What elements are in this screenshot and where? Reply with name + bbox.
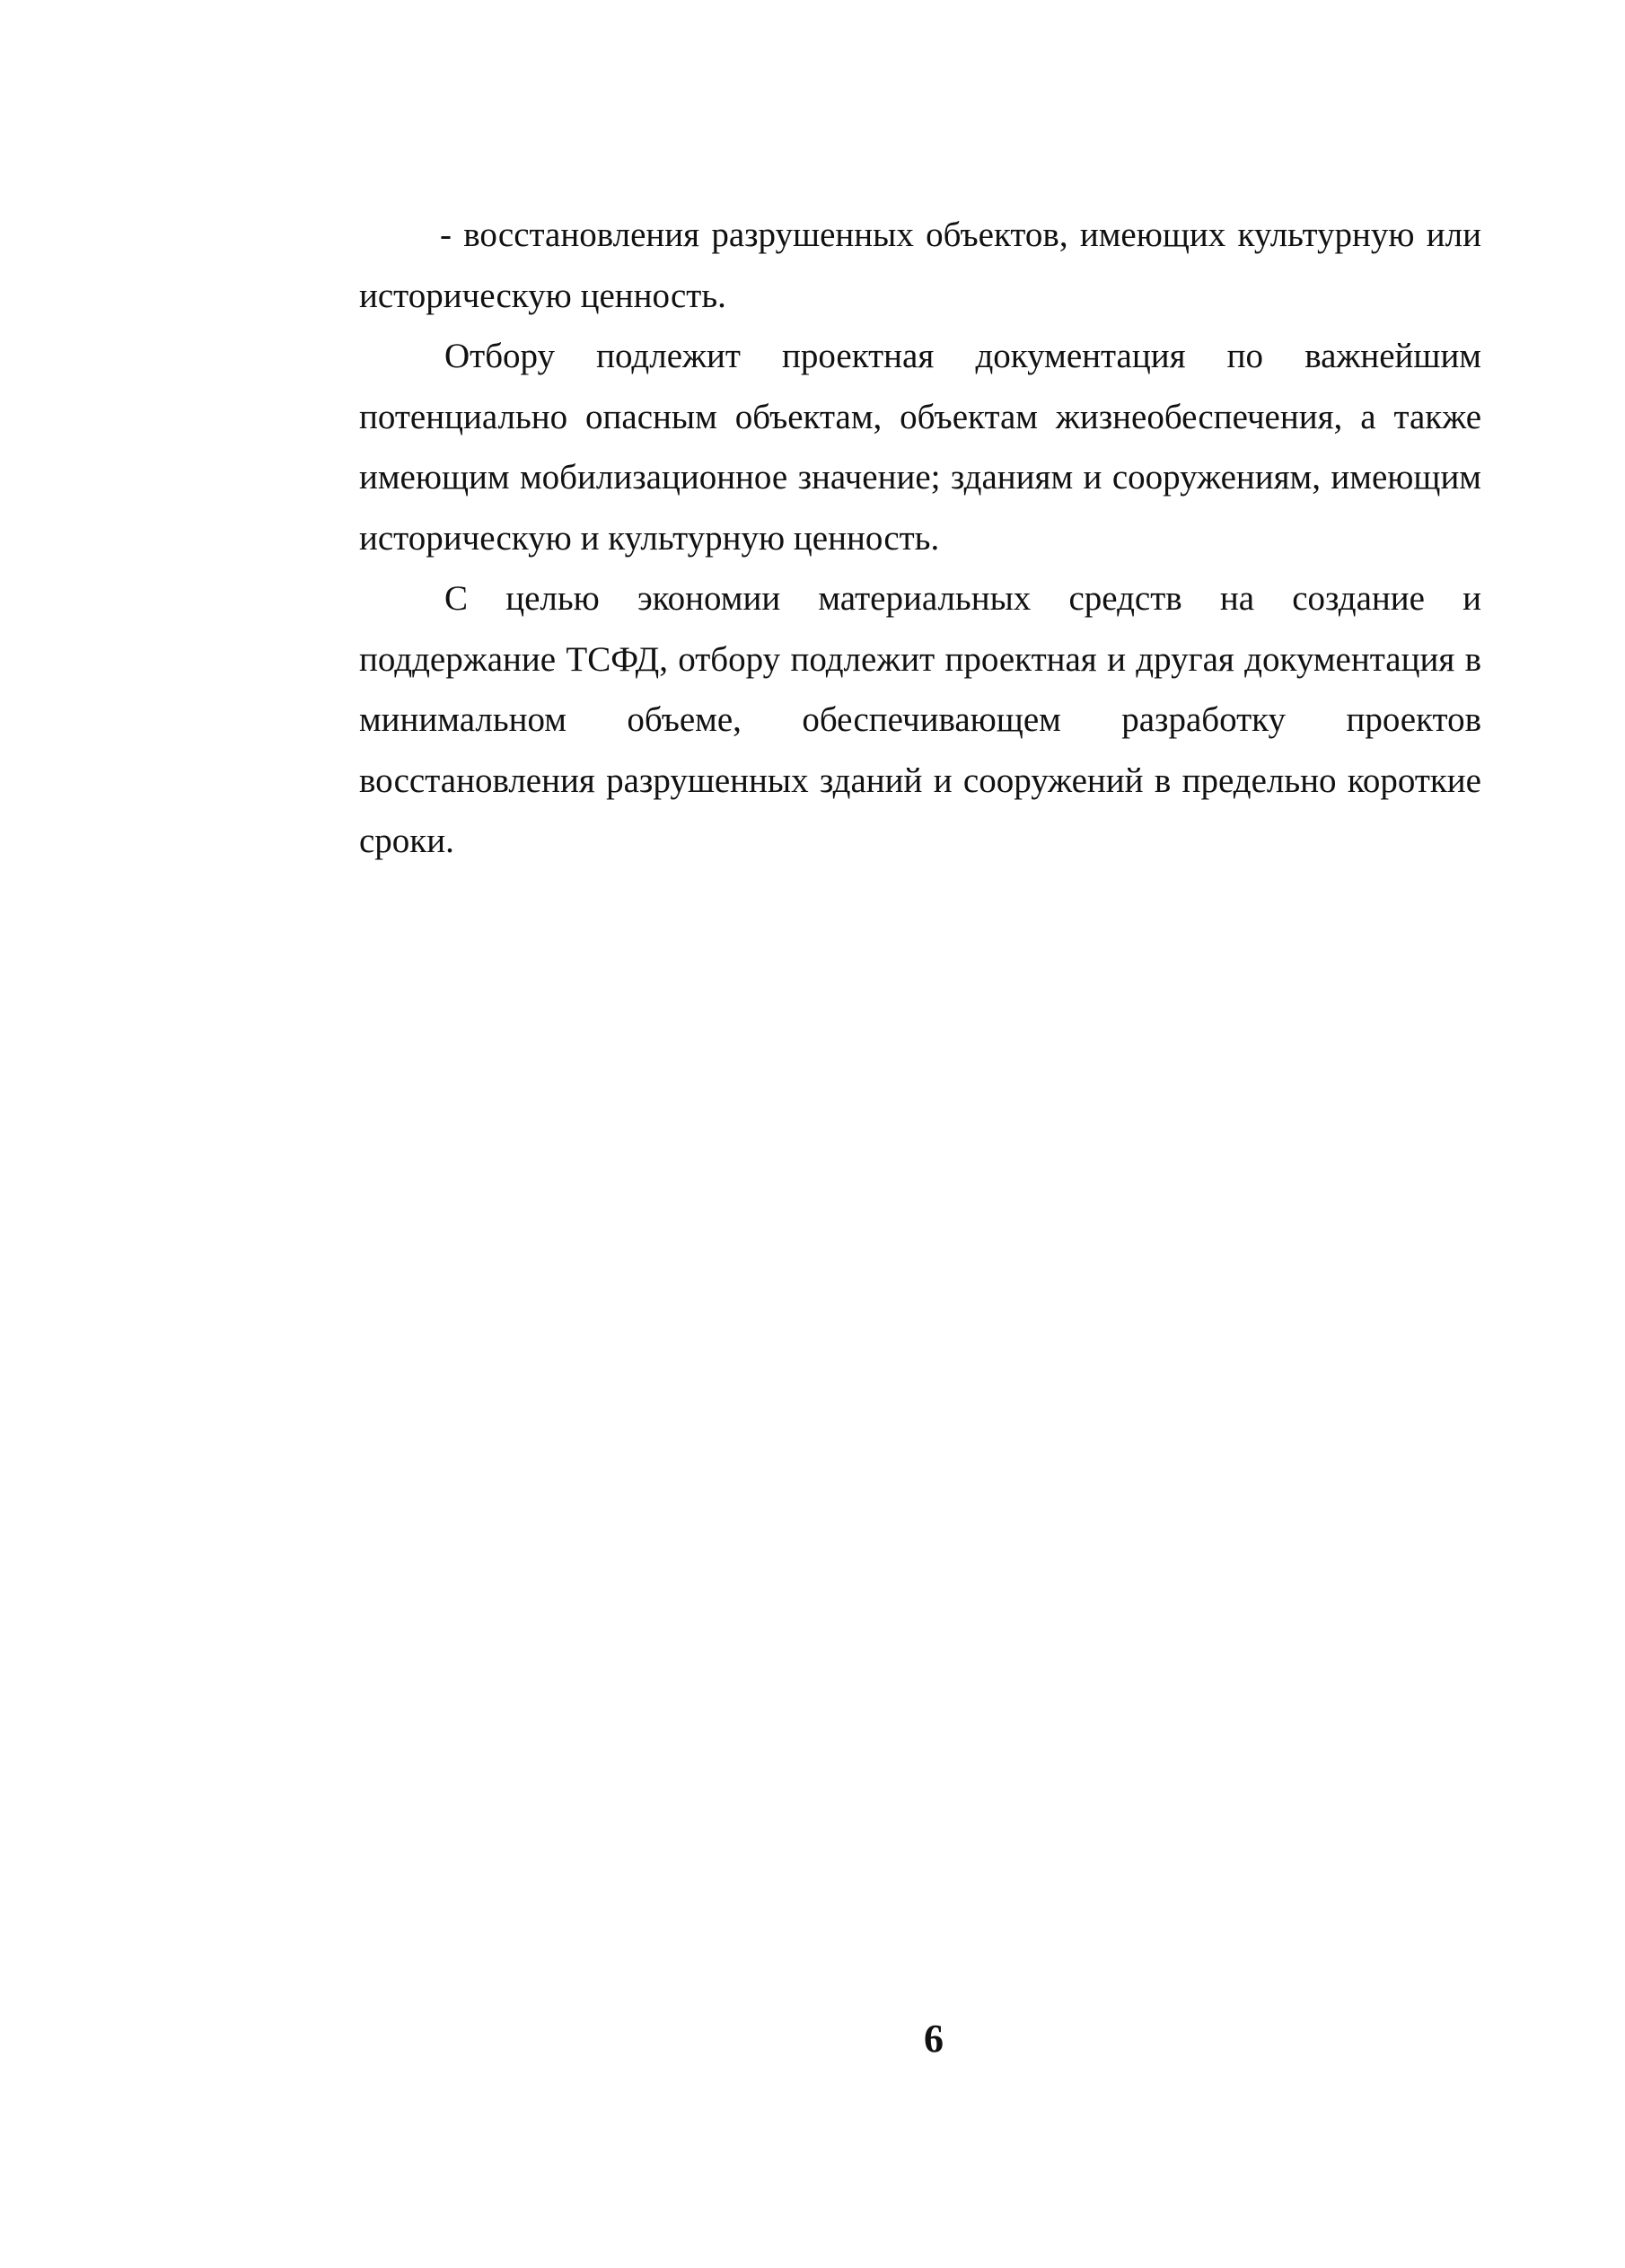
page-number: 6 xyxy=(924,2017,944,2061)
paragraph-list-item-restoration: - восстановления разрушенных объектов, имеющих культурную или историческую ценность. xyxy=(359,215,1481,315)
paragraph-selection-criteria: Отбору подлежит проектная документация по важнейшим потенциально опасным объектам, объектам жизнеобеспечения, а также имеющим мобилизационное значение; зданиям и сооружениям, имеющим историческую и культурную ценность. xyxy=(359,337,1481,558)
body-text xyxy=(359,205,1481,872)
paragraph-economy: С целью экономии материальных средств на создание и поддержание ТСФД, отбору подлежит проектная и другая документация в минимальном объеме, обеспечивающем разработку проектов восстановления разрушенных зданий и сооружений в предельно короткие сроки. xyxy=(359,579,1481,860)
